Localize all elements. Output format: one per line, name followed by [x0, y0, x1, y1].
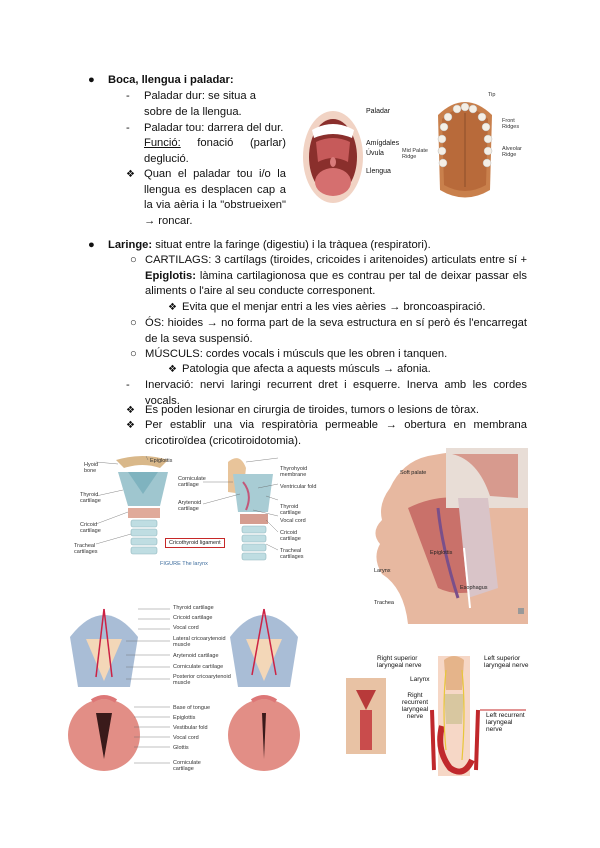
label-vestibular: Vestibular fold [173, 725, 208, 731]
label-trachea-sag: Trachea [374, 600, 394, 606]
label-palate: Paladar [366, 108, 391, 115]
label-right-superior: Right superior laryngeal nerve [377, 655, 422, 669]
larynx-intro [108, 238, 528, 254]
label-lat-crico: Lateral cricoarytenoid muscle [173, 636, 226, 648]
label-epiglottis-vc: Epiglottis [173, 715, 196, 721]
label-corniculate-vc: Corniculate cartilage [173, 664, 224, 670]
label-tracheal: Tracheal cartilages [74, 543, 98, 555]
label-uvula: Úvula [366, 150, 384, 157]
larynx-intro-text: situat entre la faringe (digestiu) i la tràquea (respiratori). [152, 239, 431, 251]
circle-marker: ○ [130, 317, 137, 329]
mouth-illustration [302, 110, 364, 205]
section-title-mouth: Boca, llengua i paladar: [108, 74, 234, 86]
label-tip: Tip [488, 92, 496, 98]
label-right-recurrent: Right recurrent laryngeal nerve [401, 692, 429, 720]
label-arytenoid-vc: Arytenoid cartilage [173, 653, 219, 659]
label-esophagus-sag: Esophagus [460, 585, 488, 591]
label-cricoid-2: Cricoid cartilage [280, 530, 301, 542]
circle-marker: ○ [130, 348, 137, 360]
function-label: Funció: [144, 137, 181, 149]
label-cricoid: Cricoid cartilage [80, 522, 101, 534]
label-left-recurrent: Left recurrent laryngeal nerve [486, 712, 525, 733]
item-aspiration: Evita que el menjar entri a les vies aèries → broncoaspiració. [182, 301, 486, 313]
diamond-marker: ❖ [168, 302, 177, 313]
item-cricothyrotomy: Per establir una via respiratòria permeable → obertura en membrana cricotiroïdea (cricotiroidotomia). [145, 419, 527, 447]
label-ventricular: Ventricular fold [280, 484, 317, 490]
epiglottis-text: làmina cartilagionosa que es contrau per tal de deixar passar els aliments o l'aire al seu conducte corresponent. [145, 269, 527, 298]
label-glottis: Glottis [173, 745, 189, 751]
section-title-larynx: Laringe: [108, 239, 153, 251]
item-soft-palate: Paladar tou: darrera del dur. [144, 122, 284, 134]
label-thyroid-2: Thyroid cartilage [280, 504, 301, 516]
label-left-superior: Left superior laryngeal nerve [484, 655, 529, 669]
cricothyroid-box: Cricothyroid ligament [165, 538, 225, 548]
item-muscles: MÚSCULS: cordes vocals i músculs que les obren i tanquen. [145, 348, 448, 360]
sagittal-head-figure [368, 448, 528, 624]
label-thyrohyoid: Thyrohyoid membrane [280, 466, 308, 478]
item-function [144, 136, 286, 167]
cartilages-text: CARTILAGS: 3 cartílags (tiroides, cricoides i aritenoides) articulats entre sí + [145, 254, 527, 266]
label-arytenoid: Arytenoid cartilage [178, 500, 202, 512]
label-mid-palate-ridge: Mid Palate Ridge [402, 148, 428, 160]
label-epiglottis: Epiglottis [150, 458, 173, 464]
label-larynx-sag: Larynx [374, 568, 391, 574]
label-tonsils: Amígdales [366, 140, 400, 147]
label-front-ridges: Front Ridges [502, 118, 520, 130]
diamond-marker: ❖ [126, 405, 135, 416]
dash-marker: - [126, 90, 130, 102]
label-base-tongue: Base of tongue [173, 705, 211, 711]
palate-illustration [430, 95, 500, 203]
diamond-marker: ❖ [126, 420, 135, 431]
label-soft-palate: Soft palate [400, 470, 427, 476]
item-hard-palate: Paladar dur: se situa a sobre de la llengua. [144, 90, 256, 118]
figure-caption: FIGURE The larynx [160, 561, 208, 567]
label-cricoid-vc: Cricoid cartilage [173, 615, 213, 621]
dash-marker: - [126, 379, 130, 391]
bullet-dot: ● [88, 239, 95, 251]
diamond-marker: ❖ [126, 169, 135, 180]
label-larynx-n: Larynx [410, 676, 430, 683]
item-cartilages [145, 253, 527, 300]
epiglottis-label: Epiglotis: [145, 269, 196, 282]
label-tracheal-2: Tracheal cartilages [280, 548, 304, 560]
label-thyroid-vc: Thyroid cartilage [173, 605, 214, 611]
label-tongue: Llengua [366, 168, 391, 175]
item-snoring: Quan el paladar tou i/o la llengua es desplacen cap a la via aèria i la "obstrueixen" → roncar. [144, 168, 286, 227]
label-epiglottis-sag: Epiglottis [430, 550, 453, 556]
circle-marker: ○ [130, 254, 137, 266]
label-corniculate: Corniculate cartilage [178, 476, 206, 488]
label-alveolar-ridge: Alveolar Ridge [502, 146, 522, 158]
label-vocal-vc: Vocal cord [173, 625, 199, 631]
label-vocal-vc-2: Vocal cord [173, 735, 199, 741]
label-post-crico: Posterior cricoarytenoid muscle [173, 674, 231, 686]
label-corniculate-vc-2: Corniculate cartilage [173, 760, 201, 772]
item-hyoid: ÓS: hioides → no forma part de la seva estructura en sí però és l'encarregat de la seva suspensió. [145, 317, 527, 345]
item-innervation: Inervació: nervi laringi recurrent dret i esquerre. Inerva amb les cordes vocals. [145, 379, 527, 407]
item-aphonia: Patologia que afecta a aquests músculs → afonia. [182, 363, 431, 375]
label-vocal-cord: Vocal cord [280, 518, 306, 524]
bullet-dot: ● [88, 74, 95, 86]
function-text: fonació (parlar) deglució. [144, 137, 286, 165]
label-hyoid: Hyoid bone [84, 462, 99, 474]
diamond-marker: ❖ [168, 364, 177, 375]
item-lesions: Es poden lesionar en cirurgia de tiroides, tumors o lesions de tòrax. [145, 404, 479, 416]
dash-marker: - [126, 122, 130, 134]
label-thyroid: Thyroid cartilage [80, 492, 101, 504]
